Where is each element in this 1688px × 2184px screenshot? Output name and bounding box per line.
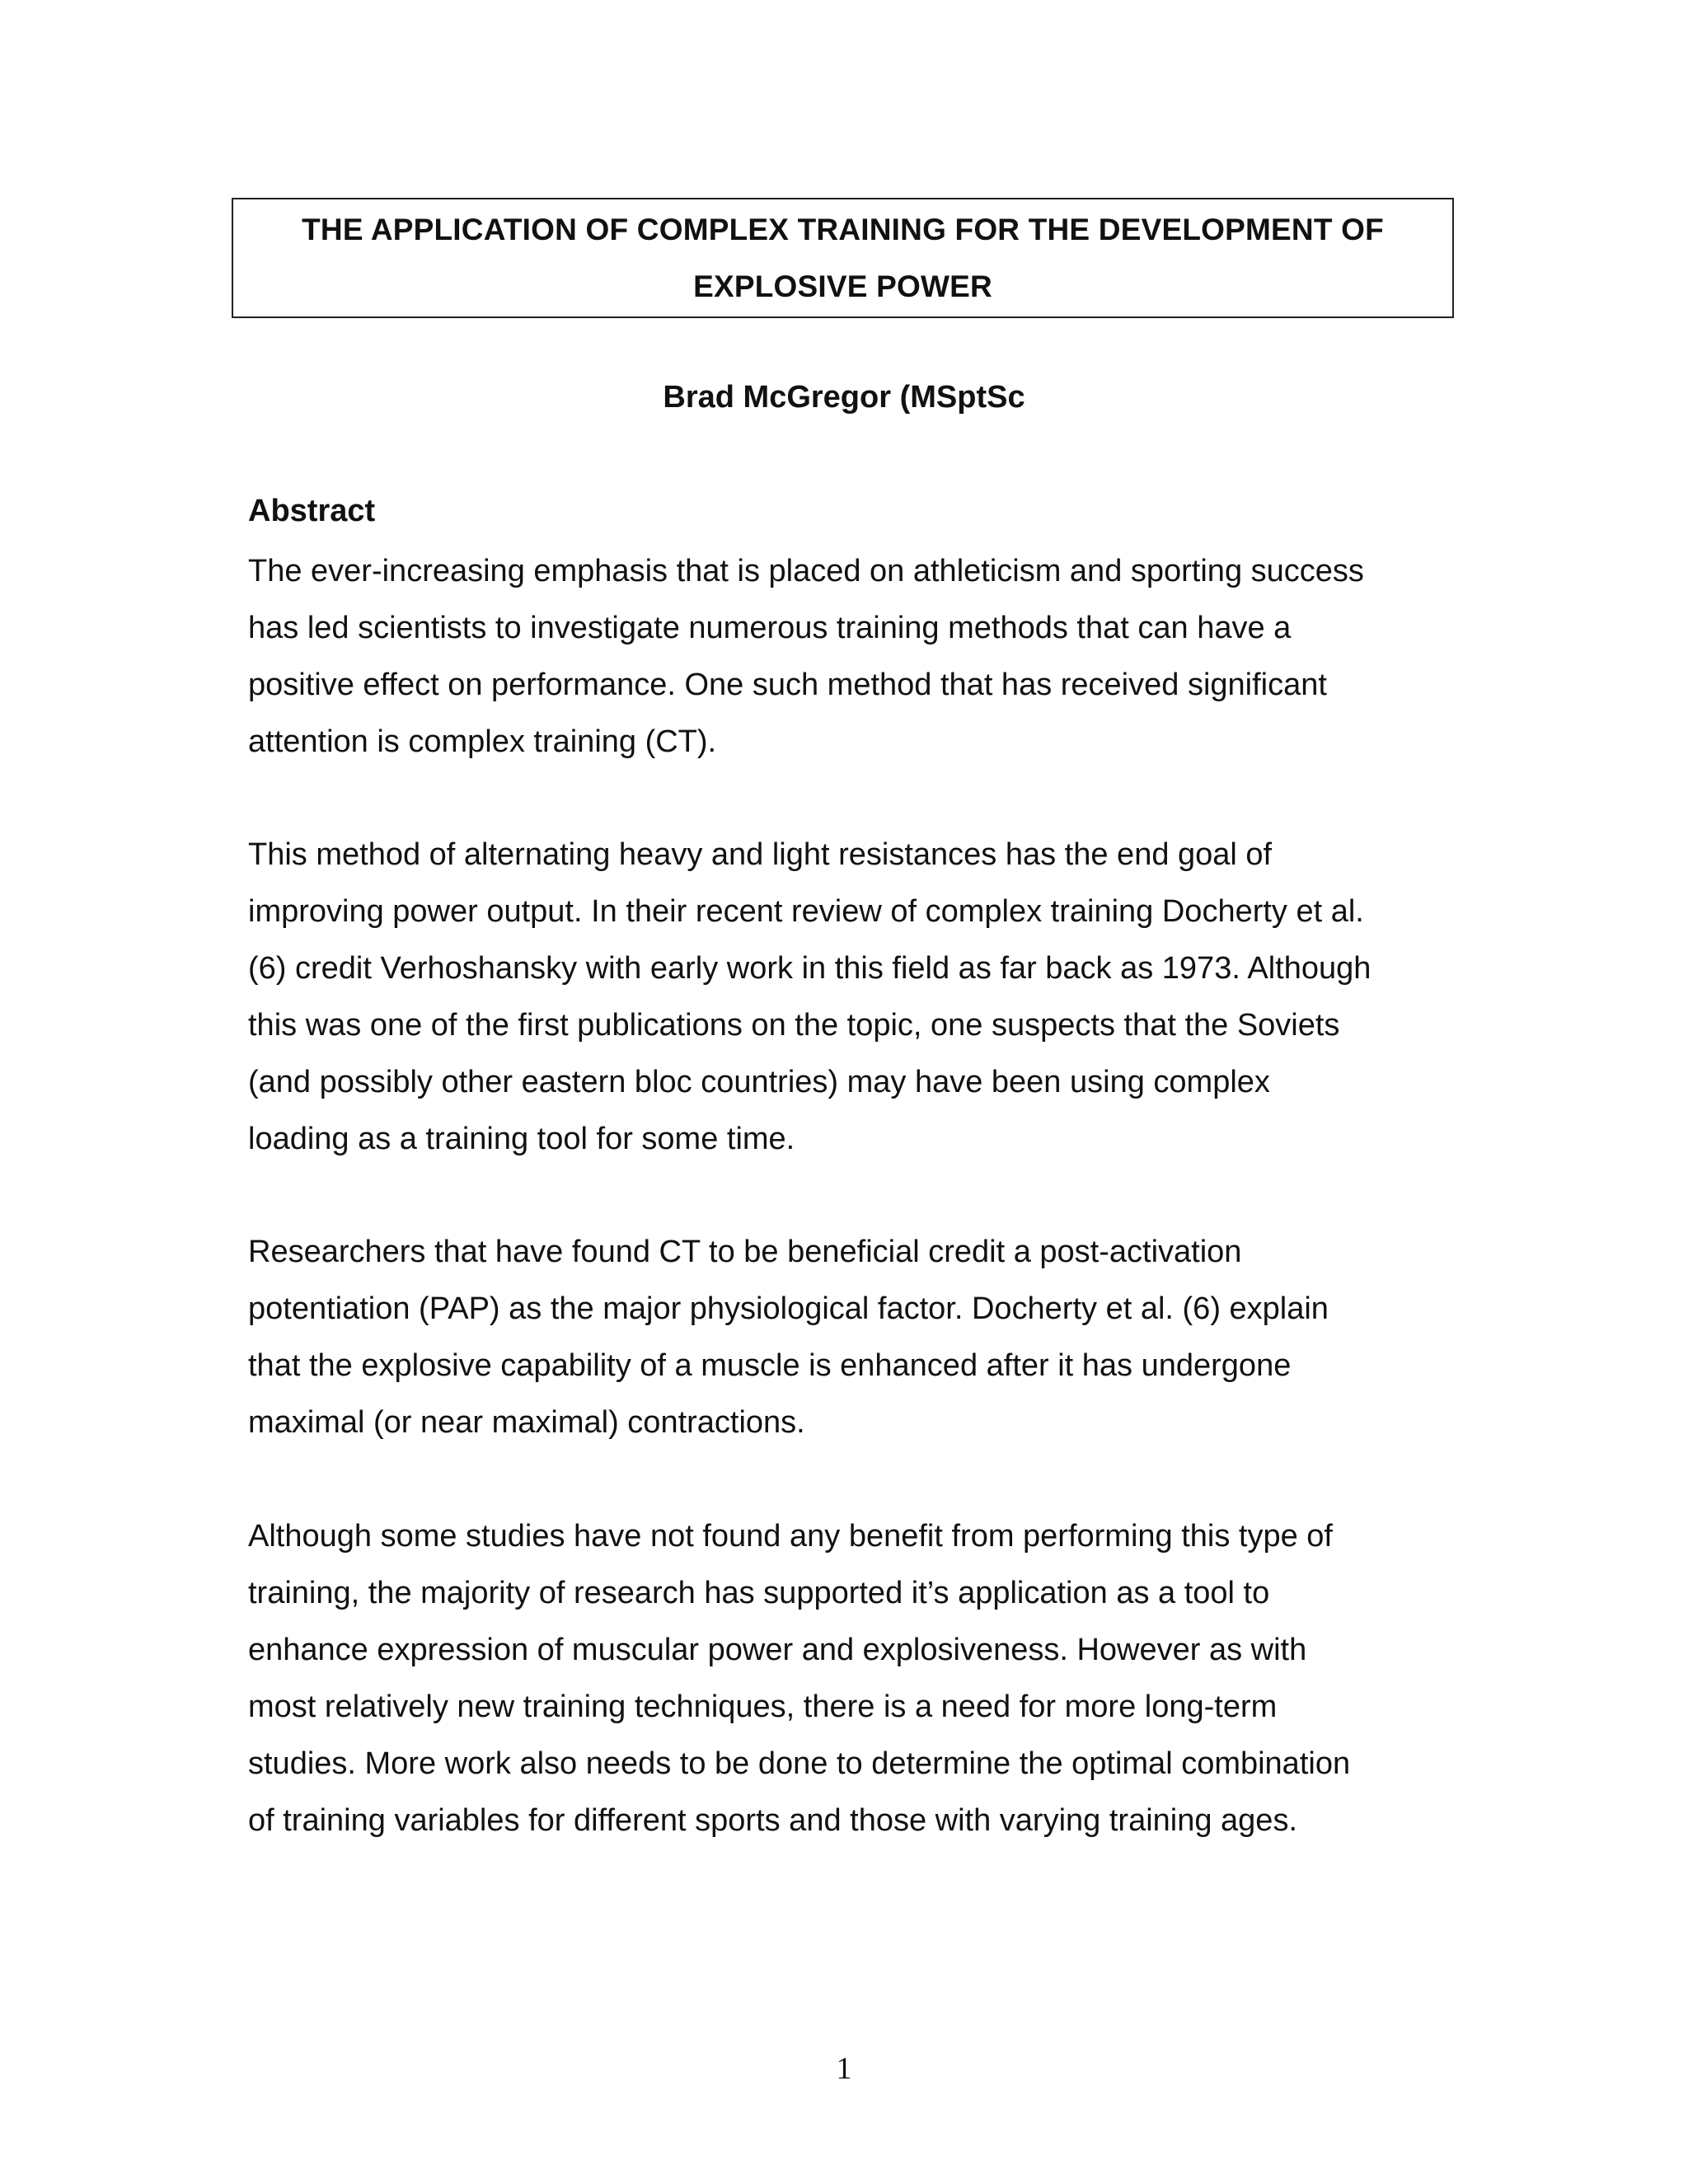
text-line: of training variables for different sports and those with varying training ages. (248, 1803, 1297, 1838)
page-number: 1 (836, 2051, 852, 2086)
text-line: Researchers that have found CT to be beneficial credit a post-activation (248, 1235, 1242, 1269)
text-line: loading as a training tool for some time. (248, 1122, 795, 1156)
title-box (232, 198, 1454, 318)
abstract-paragraph-1 (248, 543, 1484, 771)
text-line: this was one of the first publications on the topic, one suspects that the Soviets (248, 1008, 1340, 1043)
text-line: attention is complex training (CT). (248, 724, 717, 759)
abstract-paragraph-4 (248, 1508, 1484, 1849)
abstract-heading: Abstract (248, 494, 376, 528)
text-line: potentiation (PAP) as the major physiological factor. Docherty et al. (6) explain (248, 1291, 1329, 1326)
text-line: maximal (or near maximal) contractions. (248, 1405, 805, 1440)
text-line: (6) credit Verhoshansky with early work in this field as far back as 1973. Although (248, 951, 1372, 986)
text-line: improving power output. In their recent review of complex training Docherty et al. (248, 894, 1364, 929)
text-line: The ever-increasing emphasis that is placed on athleticism and sporting success (248, 554, 1364, 588)
title-line-1: THE APPLICATION OF COMPLEX TRAINING FOR THE DEVELOPMENT OF (302, 213, 1384, 246)
abstract-paragraph-3 (248, 1224, 1484, 1451)
author-name: Brad McGregor (MSptSc (663, 380, 1025, 415)
text-line: This method of alternating heavy and light resistances has the end goal of (248, 837, 1273, 872)
text-line: training, the majority of research has supported it’s application as a tool to (248, 1576, 1270, 1610)
text-line: Although some studies have not found any benefit from performing this type of (248, 1519, 1333, 1554)
text-line: enhance expression of muscular power and explosiveness. However as with (248, 1633, 1307, 1667)
text-line: has led scientists to investigate numerous training methods that can have a (248, 611, 1292, 645)
text-line: (and possibly other eastern bloc countries) may have been using complex (248, 1065, 1270, 1099)
text-line: that the explosive capability of a muscle is enhanced after it has undergone (248, 1348, 1292, 1383)
text-line: studies. More work also needs to be done to determine the optimal combination (248, 1746, 1351, 1781)
title-line-2: EXPLOSIVE POWER (693, 269, 992, 303)
text-line: most relatively new training techniques, there is a need for more long-term (248, 1690, 1278, 1724)
text-line: positive effect on performance. One such method that has received significant (248, 668, 1327, 702)
abstract-paragraph-2 (248, 827, 1484, 1168)
